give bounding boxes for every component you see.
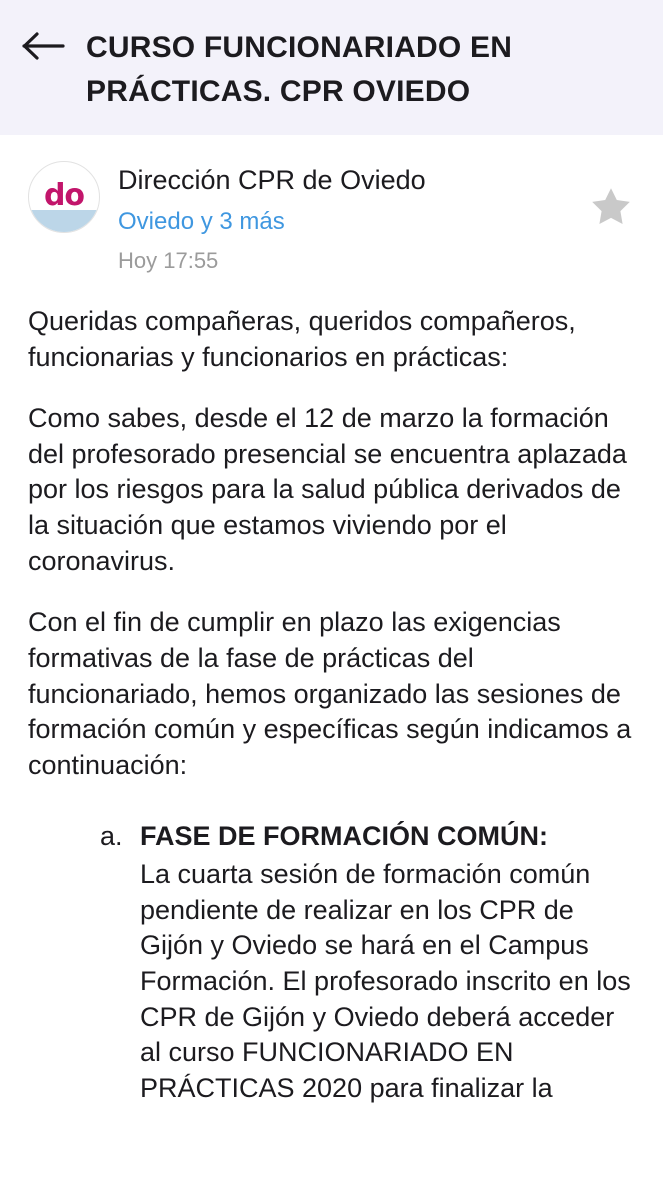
avatar[interactable] xyxy=(28,161,100,233)
recipients-link[interactable]: Oviedo y 3 más xyxy=(118,208,285,236)
app-header xyxy=(0,0,663,135)
star-icon xyxy=(587,218,635,235)
list-item-text: La cuarta sesión de formación común pendiente de realizar en los CPR de Gijón y Oviedo se hará en el Campus Formación. El profesorado inscrito en los CPR de Gijón y Oviedo deberá acceder al curso FUNCIONARIADO EN PRÁCTICAS 2020 para finalizar la xyxy=(140,859,631,1103)
avatar-wave-decoration xyxy=(29,210,99,232)
body-paragraph-2: Como sabes, desde el 12 de marzo la formación del profesorado presencial se encuentra aplazada por los riesgos para la salud pública derivados de la situación que estamos viviendo por el coronavirus. xyxy=(28,403,627,576)
page-title: CURSO FUNCIONARIADO EN PRÁCTICAS. CPR OVIEDO xyxy=(86,31,513,108)
list-item-marker: a. xyxy=(100,821,123,852)
sender-info xyxy=(118,161,569,276)
body-paragraph-3: Con el fin de cumplir en plazo las exigencias formativas de la fase de prácticas del funcionariado, hemos organizado las sesiones de formación común y específicas según indicamos a continuación: xyxy=(28,607,632,780)
bottom-fade xyxy=(0,1174,663,1200)
avatar-label: do xyxy=(43,177,85,213)
body-list xyxy=(28,819,637,1106)
star-button[interactable] xyxy=(587,161,641,236)
message-body xyxy=(0,276,663,1107)
list-item-title: FASE DE FORMACIÓN COMÚN: xyxy=(140,821,548,852)
list-item xyxy=(100,819,637,1106)
message-header xyxy=(0,135,663,276)
message-timestamp: Hoy 17:55 xyxy=(118,248,219,274)
sender-name: Dirección CPR de Oviedo xyxy=(118,165,426,195)
back-button[interactable] xyxy=(16,18,72,74)
body-paragraph-1: Queridas compañeras, queridos compañeros, funcionarias y funcionarios en prácticas: xyxy=(28,305,576,372)
arrow-left-icon xyxy=(22,29,66,63)
